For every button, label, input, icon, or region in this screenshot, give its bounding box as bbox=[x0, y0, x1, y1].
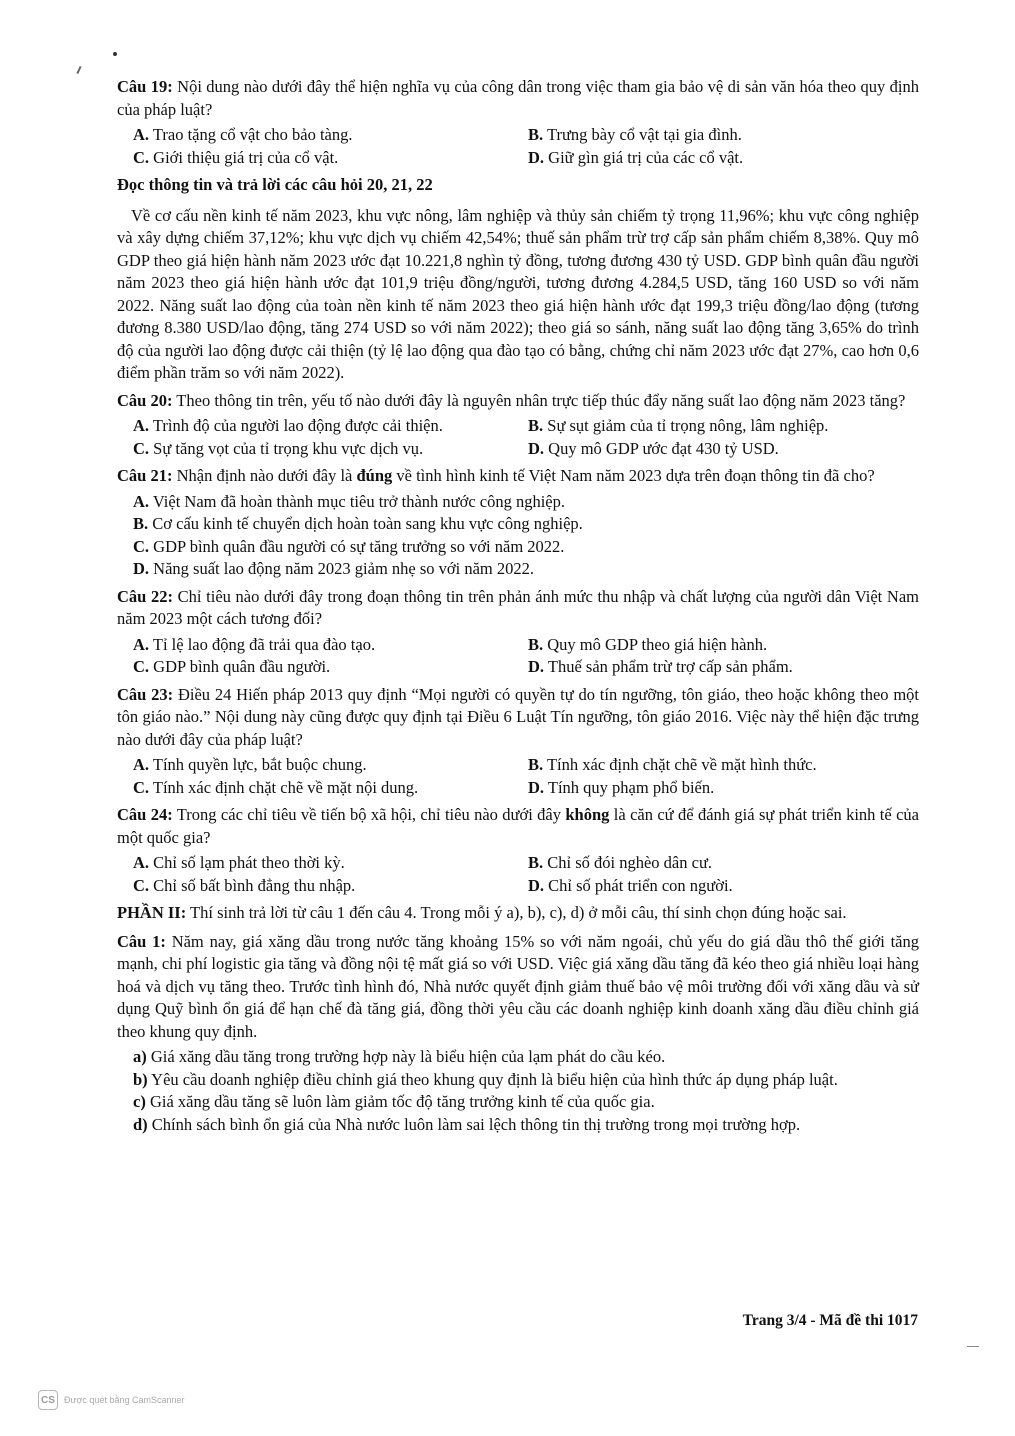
question-23-options bbox=[133, 754, 919, 799]
option-c: C. Giới thiệu giá trị của cổ vật. bbox=[133, 147, 339, 167]
camscanner-watermark bbox=[38, 1390, 185, 1410]
option-a: A. Trao tặng cổ vật cho bảo tàng. bbox=[133, 125, 353, 144]
camscanner-icon: CS bbox=[38, 1390, 58, 1410]
option-b: B. Chỉ số đói nghèo dân cư. bbox=[528, 853, 713, 872]
statement-list bbox=[133, 1046, 919, 1136]
option-a: A. Tính quyền lực, bắt buộc chung. bbox=[133, 755, 367, 774]
question-23-stem bbox=[117, 684, 919, 752]
statement-b: b) Yêu cầu doanh nghiệp điều chỉnh giá theo khung quy định là biểu hiện của hình thức áp dụng pháp luật. bbox=[133, 1069, 838, 1089]
scan-tick-mark bbox=[76, 66, 81, 74]
question-text: Năm nay, giá xăng dầu trong nước tăng khoảng 15% so với năm ngoái, chủ yếu do giá dầu thô thế giới tăng mạnh, chi phí logistic gia tăng và đồng nội tệ mất giá so với USD. Việc giá xăng dầu tăng đã kéo theo giá nhiều loại hàng hoá và dịch vụ tăng theo. Trước tình hình đó, Nhà nước quyết định giảm thuế bảo vệ môi trường đối với xăng dầu và sử dụng Quỹ bình ổn giá để hạn chế đà tăng giá, đồng thời yêu cầu các doanh nghiệp kinh doanh xăng dầu điều chỉnh giá theo khung quy định. bbox=[117, 931, 920, 1041]
option-d: D. Năng suất lao động năm 2023 giảm nhẹ so với năm 2022. bbox=[133, 559, 535, 578]
option-c: C. GDP bình quân đầu người. bbox=[133, 657, 331, 676]
question-label: Câu 21: bbox=[117, 466, 173, 485]
question-20-stem bbox=[117, 390, 919, 413]
scan-dash-mark bbox=[967, 1346, 979, 1347]
question-19 bbox=[117, 76, 919, 169]
question-19-options bbox=[133, 124, 919, 169]
question-24-options bbox=[133, 852, 919, 897]
question-22 bbox=[117, 586, 919, 679]
option-d: D. Giữ gìn giá trị của các cổ vật. bbox=[528, 147, 744, 167]
option-c: C. Sự tăng vọt của tỉ trọng khu vực dịch vụ. bbox=[133, 438, 424, 458]
question-label: Câu 22: bbox=[117, 586, 173, 606]
option-d: D. Chỉ số phát triển con người. bbox=[528, 875, 733, 895]
statement-d: d) Chính sách bình ổn giá của Nhà nước luôn làm sai lệch thông tin thị trường trong mọi trường hợp. bbox=[133, 1114, 801, 1134]
question-24-stem: Câu 24: Trong các chỉ tiêu về tiến bộ xã hội, chỉ tiêu nào dưới đây không là căn cứ để đánh giá sự phát triển kinh tế của một quốc gia? bbox=[117, 805, 919, 847]
question-text: Chỉ tiêu nào dưới đây trong đoạn thông tin trên phản ánh mức thu nhập và chất lượng của người dân Việt Nam năm 2023 một cách tương đối? bbox=[117, 586, 919, 628]
option-b: B. Quy mô GDP theo giá hiện hành. bbox=[528, 634, 768, 654]
scan-dot-mark bbox=[113, 52, 117, 56]
statement-c: c) Giá xăng dầu tăng sẽ luôn làm giảm tốc độ tăng trưởng kinh tế của quốc gia. bbox=[133, 1092, 655, 1111]
statement-a: a) Giá xăng dầu tăng trong trường hợp này là biểu hiện của lạm phát do cầu kéo. bbox=[133, 1047, 666, 1066]
exam-page-content bbox=[117, 76, 919, 1136]
question-text: Điều 24 Hiến pháp 2013 quy định “Mọi người có quyền tự do tín ngưỡng, tôn giáo, theo hoặc không theo một tôn giáo nào.” Nội dung này cũng được quy định tại Điều 6 Luật Tín ngưỡng, tôn giáo 2016. Việc này thể hiện đặc trưng nào dưới đây của pháp luật? bbox=[117, 684, 919, 749]
question-19-stem bbox=[117, 76, 919, 121]
question-21 bbox=[117, 465, 919, 581]
question-label: Câu 19: bbox=[117, 77, 173, 96]
option-c: C. Chỉ số bất bình đẳng thu nhập. bbox=[133, 875, 356, 895]
option-b: B. Cơ cấu kinh tế chuyển dịch hoàn toàn sang khu vực công nghiệp. bbox=[133, 514, 583, 533]
emphasis-word: đúng bbox=[356, 466, 393, 485]
option-d: D. Quy mô GDP ước đạt 430 tỷ USD. bbox=[528, 438, 779, 458]
question-21-stem: Câu 21: Nhận định nào dưới đây là đúng về tình hình kinh tế Việt Nam năm 2023 dựa trên đoạn thông tin đã cho? bbox=[117, 466, 875, 485]
option-a: A. Trình độ của người lao động được cải thiện. bbox=[133, 416, 443, 435]
question-20-options bbox=[133, 415, 919, 460]
option-c: C. GDP bình quân đầu người có sự tăng trưởng so với năm 2022. bbox=[133, 536, 565, 556]
section-heading: Đọc thông tin và trả lời các câu hỏi 20, 21, 22 bbox=[117, 175, 433, 194]
question-21-options bbox=[133, 491, 919, 581]
option-a: A. Chỉ số lạm phát theo thời kỳ. bbox=[133, 853, 345, 872]
part-label: PHẦN II: bbox=[117, 903, 187, 922]
option-b: B. Tính xác định chặt chẽ về mặt hình thức. bbox=[528, 755, 817, 774]
part-2-question-1 bbox=[117, 931, 919, 1137]
question-20 bbox=[117, 390, 919, 461]
question-text: Theo thông tin trên, yếu tố nào dưới đây là nguyên nhân trực tiếp thúc đẩy năng suất lao động năm 2023 tăng? bbox=[172, 390, 906, 410]
question-22-stem bbox=[117, 586, 919, 631]
question-label: Câu 1: bbox=[117, 931, 166, 951]
question-text: Nội dung nào dưới đây thể hiện nghĩa vụ của công dân trong việc tham gia bảo vệ di sản văn hóa theo quy định của pháp luật? bbox=[117, 77, 919, 119]
camscanner-text: Được quét bằng CamScanner bbox=[64, 1395, 185, 1405]
question-23 bbox=[117, 684, 919, 800]
question-24 bbox=[117, 804, 919, 897]
option-a: A. Việt Nam đã hoàn thành mục tiêu trở thành nước công nghiệp. bbox=[133, 491, 566, 511]
option-c: C. Tính xác định chặt chẽ về mặt nội dung. bbox=[133, 777, 419, 797]
option-a: A. Tỉ lệ lao động đã trải qua đào tạo. bbox=[133, 634, 376, 654]
part-2-question-1-stem bbox=[117, 931, 919, 1044]
question-label: Câu 20: bbox=[117, 390, 173, 410]
option-b: B. Trưng bày cổ vật tại gia đình. bbox=[528, 125, 742, 144]
page-footer: Trang 3/4 - Mã đề thi 1017 bbox=[742, 1312, 918, 1329]
info-passage: Về cơ cấu nền kinh tế năm 2023, khu vực nông, lâm nghiệp và thủy sản chiếm tỷ trọng 11,96%; khu vực công nghiệp và xây dựng chiếm 37,12%; khu vực dịch vụ chiếm 42,54%; thuế sản phẩm trừ trợ cấp sản phẩm chiếm 8,38%. Quy mô GDP theo giá hiện hành năm 2023 ước đạt 10.221,8 nghìn tỷ đồng, tương đương 430 tỷ USD. GDP bình quân đầu người năm 2023 theo giá hiện hành ước đạt 101,9 triệu đồng/người, tương đương 4.284,5 USD, tăng 160 USD so với năm 2022. Năng suất lao động của toàn nền kinh tế năm 2023 theo giá hiện hành ước đạt 199,3 triệu đồng/lao động (tương đương 8.380 USD/lao động, tăng 274 USD so với năm 2022); theo giá so sánh, năng suất lao động tăng 3,65% do trình độ của người lao động được cải thiện (tỷ lệ lao động qua đào tạo có bằng, chứng chỉ năm 2023 ước đạt 27%, cao hơn 0,6 điểm phần trăm so với năm 2022). bbox=[117, 205, 919, 382]
option-d: D. Tính quy phạm phổ biến. bbox=[528, 777, 715, 797]
option-b: B. Sự sụt giảm của tỉ trọng nông, lâm nghiệp. bbox=[528, 416, 829, 435]
emphasis-word: không bbox=[565, 805, 610, 824]
question-label: Câu 23: bbox=[117, 684, 174, 704]
option-d: D. Thuế sản phẩm trừ trợ cấp sản phẩm. bbox=[528, 657, 793, 676]
question-label: Câu 24: bbox=[117, 805, 173, 824]
part-2-instructions: PHẦN II: Thí sinh trả lời từ câu 1 đến câu 4. Trong mỗi ý a), b), c), d) ở mỗi câu, thí sinh chọn đúng hoặc sai. bbox=[117, 903, 847, 922]
question-22-options bbox=[133, 634, 919, 679]
